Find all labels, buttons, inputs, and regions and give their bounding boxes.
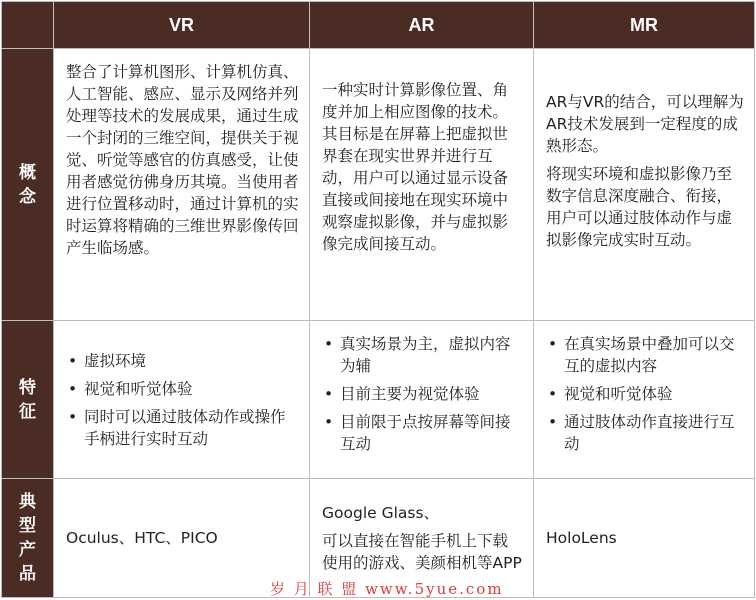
products-ar-text: Google Glass、 xyxy=(322,504,440,522)
column-header-mr: MR xyxy=(534,2,755,49)
row-label-char: 品 xyxy=(19,564,36,584)
concept-ar-cell xyxy=(310,49,534,321)
list-item-text: 真实场景为主，虚拟内容为辅 xyxy=(340,335,511,375)
list-item xyxy=(546,411,744,455)
concept-mr-cell xyxy=(534,49,755,321)
row-label-char: 型 xyxy=(19,516,36,536)
row-label-char: 概 xyxy=(19,162,36,183)
list-item xyxy=(66,350,299,372)
concept-mr-text: AR与VR的结合，可以理解为AR技术发展到一定程度的成熟形态。 xyxy=(546,93,744,155)
products-mr-text: HoloLens xyxy=(546,529,617,547)
row-label-features xyxy=(2,321,54,479)
concept-vr-cell xyxy=(54,49,310,321)
list-item xyxy=(546,333,744,377)
bullet-icon: • xyxy=(548,385,558,403)
corner-cell xyxy=(2,2,54,49)
bullet-icon: • xyxy=(68,351,78,370)
row-label-concept xyxy=(2,49,54,321)
products-vr-text: Oculus、HTC、PICO xyxy=(66,529,218,547)
bullet-icon: • xyxy=(68,379,78,398)
bullet-icon: • xyxy=(324,335,334,353)
list-item xyxy=(322,333,523,377)
list-item-text: 视觉和听觉体验 xyxy=(84,379,193,398)
list-item-text: 同时可以通过肢体动作或操作手柄进行实时互动 xyxy=(84,407,286,448)
comparison-table xyxy=(1,1,755,598)
products-mr-cell xyxy=(534,479,755,598)
list-item-text: 目前主要为视觉体验 xyxy=(340,385,480,403)
row-label-char: 特 xyxy=(19,377,36,398)
list-item-text: 在真实场景中叠加可以交互的虚拟内容 xyxy=(564,335,735,375)
features-mr-list xyxy=(546,333,744,455)
list-item-text: 通过肢体动作直接进行互动 xyxy=(564,413,735,453)
features-vr-list xyxy=(66,350,299,450)
bullet-icon: • xyxy=(68,407,78,426)
row-label-char: 念 xyxy=(19,186,36,207)
bullet-icon: • xyxy=(324,413,334,431)
bullet-icon: • xyxy=(548,335,558,353)
list-item-text: 虚拟环境 xyxy=(84,351,147,370)
list-item xyxy=(322,383,523,405)
column-header-vr: VR xyxy=(54,2,310,49)
list-item xyxy=(66,406,299,450)
row-label-char: 典 xyxy=(19,492,36,512)
watermark: 岁 月 联 盟 www.5yue.com xyxy=(270,580,504,598)
row-features xyxy=(2,321,755,479)
products-ar-text: 可以直接在智能手机上下载使用的游戏、美颜相机等APP xyxy=(322,532,522,572)
list-item xyxy=(322,411,523,455)
row-label-char: 产 xyxy=(19,540,36,560)
features-ar-cell xyxy=(310,321,534,479)
concept-ar-text: 一种实时计算影像位置、角度并加上相应图像的技术。其目标是在屏幕上把虚拟世界套在现实世界并进行互动，用户可以通过显示设备直接或间接地在现实环境中观察虚拟影像，并与虚拟影像完成间接互动。 xyxy=(322,81,509,253)
row-label-products xyxy=(2,479,54,598)
bullet-icon: • xyxy=(324,385,334,403)
row-label-char: 征 xyxy=(19,401,36,422)
column-header-ar: AR xyxy=(310,2,534,49)
features-vr-cell xyxy=(54,321,310,479)
list-item xyxy=(546,383,744,405)
list-item-text: 目前限于点按屏幕等间接互动 xyxy=(340,413,511,453)
features-ar-list xyxy=(322,333,523,455)
concept-vr-text: 整合了计算机图形、计算机仿真、人工智能、感应、显示及网络并列处理等技术的发展成果，通过生成一个封闭的三维空间，提供关于视觉、听觉等感官的仿真感受，让使用者感觉彷佛身历其境。当使用者进行位置移动时，通过计算机的实时运算将精确的三维世界影像传回产生临场感。 xyxy=(66,63,299,257)
header-row xyxy=(2,2,755,49)
features-mr-cell xyxy=(534,321,755,479)
list-item-text: 视觉和听觉体验 xyxy=(564,385,673,403)
row-concept xyxy=(2,49,755,321)
bullet-icon: • xyxy=(548,413,558,431)
list-item xyxy=(66,378,299,400)
concept-mr-text: 将现实环境和虚拟影像乃至数字信息深度融合、衔接，用户可以通过肢体动作与虚拟影像完成实时互动。 xyxy=(546,165,733,249)
